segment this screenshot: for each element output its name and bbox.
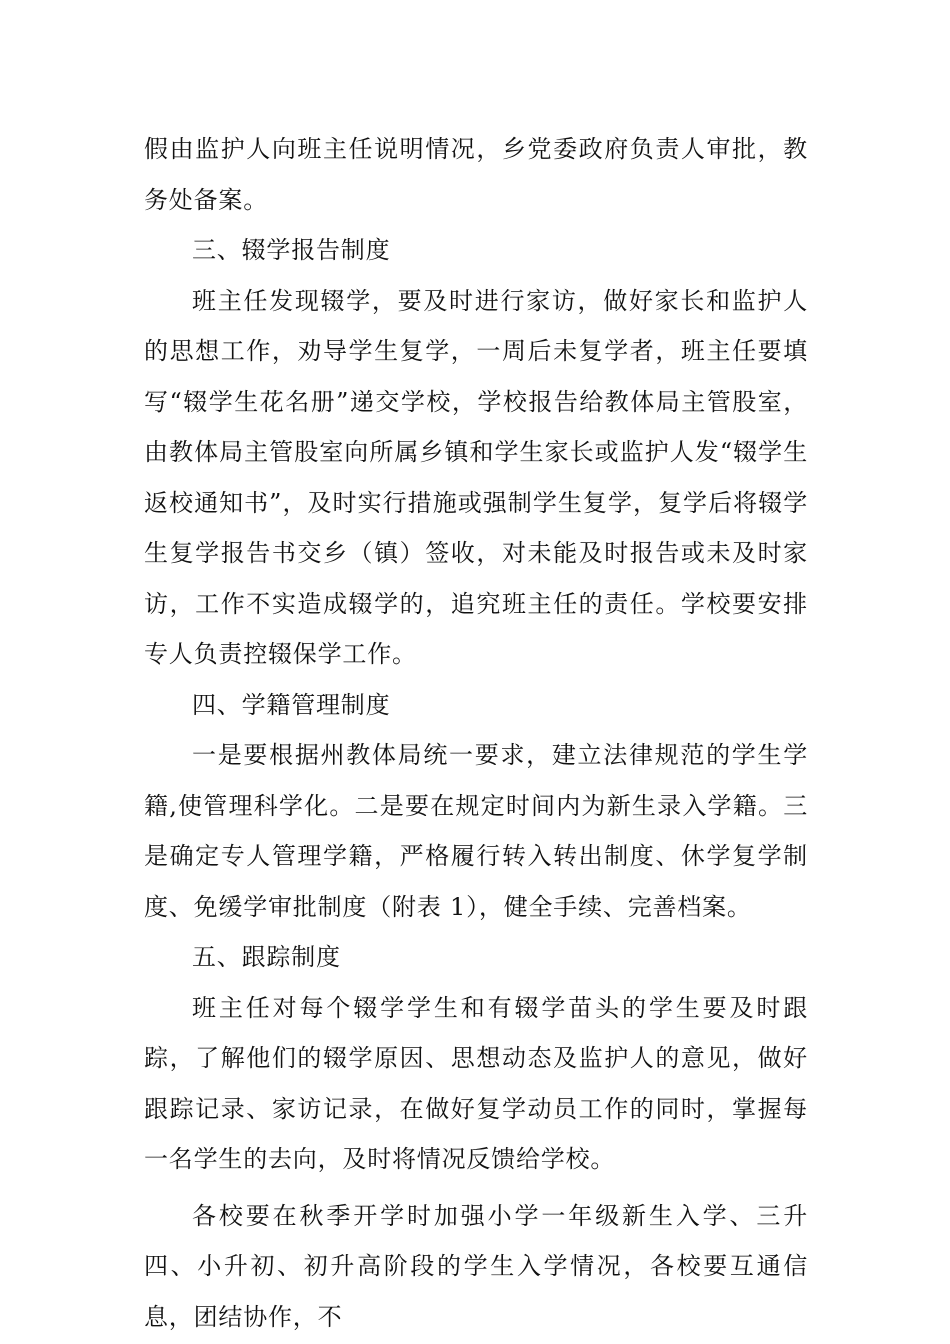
section-heading-three: 三、辍学报告制度 xyxy=(192,236,391,264)
paragraph-continuation: 假由监护人向班主任说明情况，乡党委政府负责人审批，教务处备案。 xyxy=(144,135,808,214)
section-heading-five: 五、跟踪制度 xyxy=(192,943,341,971)
paragraph-tracking: 班主任对每个辍学学生和有辍学苗头的学生要及时跟踪，了解他们的辍学原因、思想动态及监护人的意见，做好跟踪记录、家访记录，在做好复学动员工作的同时，掌握每一名学生的去向，及时将情况反馈给学校。 xyxy=(144,993,808,1173)
section-heading-four: 四、学籍管理制度 xyxy=(192,690,391,719)
paragraph-student-records: 一是要根据州教体局统一要求，建立法律规范的学生学籍,使管理科学化。二是要在规定时间内为新生录入学籍。三是确定专人管理学籍，严格履行转入转出制度、休学复学制度、免缓学审批制度（附表 1），健全手续、完善档案。 xyxy=(144,741,808,921)
paragraph-enrollment: 各校要在秋季开学时加强小学一年级新生入学、三升四、小升初、初升高阶段的学生入学情况，各校要互通信息，团结协作，不 xyxy=(144,1201,808,1331)
document-body xyxy=(144,124,808,1342)
paragraph-dropout-report: 班主任发现辍学，要及时进行家访，做好家长和监护人的思想工作，劝导学生复学，一周后未复学者，班主任要填写“辍学生花名册”递交学校，学校报告给教体局主管股室，由教体局主管股室向所属乡镇和学生家长或监护人发“辍学生返校通知书”，及时实行措施或强制学生复学，复学后将辍学生复学报告书交乡（镇）签收，对未能及时报告或未及时家访，工作不实造成辍学的，追究班主任的责任。学校要安排专人负责控辍保学工作。 xyxy=(144,286,808,668)
